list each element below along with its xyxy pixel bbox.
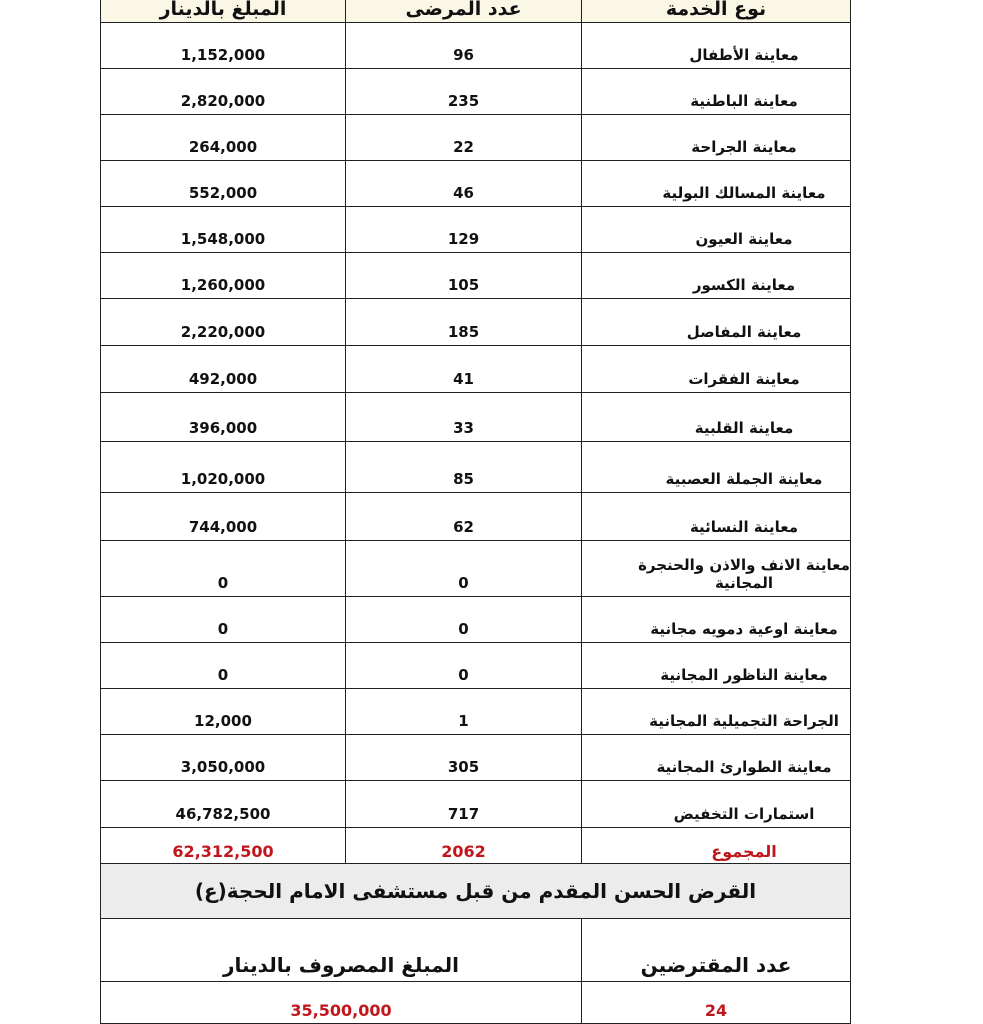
- amount-cell: 1,548,000: [101, 207, 346, 253]
- patients-cell: 235: [346, 69, 582, 115]
- table-header-row: [101, 0, 851, 23]
- patients-cell: 305: [346, 735, 582, 781]
- amount-cell: 2,220,000: [101, 299, 346, 346]
- loan-title: القرض الحسن المقدم من قبل مستشفى الامام الحجة(ع): [101, 863, 851, 918]
- service-cell: [582, 442, 851, 493]
- service-name: معاينة الكسور: [692, 276, 796, 294]
- service-name: معاينة الفقرات: [688, 370, 800, 388]
- patients-cell: 85: [346, 442, 582, 493]
- service-name: معاينة الناظور المجانية: [660, 666, 828, 684]
- table-row: [101, 207, 851, 253]
- amount-cell: 552,000: [101, 161, 346, 207]
- patients-cell: 22: [346, 115, 582, 161]
- amount-cell: 492,000: [101, 346, 346, 393]
- service-cell: [582, 207, 851, 253]
- patients-cell: 62: [346, 493, 582, 541]
- table-row: [101, 735, 851, 781]
- service-cell: [582, 393, 851, 442]
- loan-title-row: [101, 863, 851, 918]
- table-row: [101, 299, 851, 346]
- service-name: معاينة الانف والاذن والحنجرة المجانية: [638, 556, 850, 592]
- table-row: [101, 69, 851, 115]
- patients-cell: 129: [346, 207, 582, 253]
- table-row: [101, 541, 851, 597]
- patients-cell: 0: [346, 643, 582, 689]
- table-row: [101, 493, 851, 541]
- amount-cell: 1,260,000: [101, 253, 346, 299]
- patients-cell: 0: [346, 541, 582, 597]
- table-row: [101, 393, 851, 442]
- patients-column-header: عدد المرضى: [346, 0, 582, 23]
- patients-cell: 1: [346, 689, 582, 735]
- service-name: معاينة المفاصل: [686, 323, 802, 341]
- service-cell: [582, 115, 851, 161]
- service-cell: [582, 23, 851, 69]
- service-cell: [582, 161, 851, 207]
- amount-cell: 744,000: [101, 493, 346, 541]
- service-cell: [582, 346, 851, 393]
- service-name: استمارات التخفيض: [673, 805, 815, 823]
- table-row: [101, 115, 851, 161]
- service-name: معاينة المسالك البولية: [662, 184, 826, 202]
- amount-cell: 0: [101, 541, 346, 597]
- amount-cell: 1,020,000: [101, 442, 346, 493]
- loan-header-row: [101, 918, 851, 981]
- amount-cell: 1,152,000: [101, 23, 346, 69]
- table-row: [101, 23, 851, 69]
- service-cell: [582, 253, 851, 299]
- service-name: معاينة الجراحة: [691, 138, 797, 156]
- service-cell: [582, 643, 851, 689]
- amount-cell: 12,000: [101, 689, 346, 735]
- services-table: [100, 0, 851, 864]
- loan-value-row: [101, 981, 851, 1023]
- table-row: [101, 161, 851, 207]
- patients-cell: 185: [346, 299, 582, 346]
- service-cell: [582, 69, 851, 115]
- service-cell: [582, 689, 851, 735]
- table-row: [101, 689, 851, 735]
- service-cell: [582, 541, 851, 597]
- patients-cell: 33: [346, 393, 582, 442]
- table-row: [101, 253, 851, 299]
- patients-cell: 46: [346, 161, 582, 207]
- service-name: معاينة النسائية: [689, 518, 799, 536]
- amount-column-header: المبلغ بالدينار: [101, 0, 346, 23]
- loan-amount-header: المبلغ المصروف بالدينار: [101, 918, 582, 981]
- service-cell: [582, 781, 851, 828]
- service-name: معاينة الطوارئ المجانية: [656, 758, 832, 776]
- service-name: معاينة اوعية دمويه مجانية: [650, 620, 838, 638]
- table-row: [101, 442, 851, 493]
- total-amount: 62,312,500: [101, 828, 346, 864]
- amount-cell: 0: [101, 597, 346, 643]
- service-cell: [582, 299, 851, 346]
- loan-table: [100, 863, 851, 1024]
- patients-cell: 0: [346, 597, 582, 643]
- services-rows: [101, 23, 851, 828]
- service-cell: [582, 597, 851, 643]
- patients-cell: 41: [346, 346, 582, 393]
- service-name: الجراحة التجميلية المجانية: [649, 712, 839, 730]
- loan-count-value: 24: [582, 981, 851, 1023]
- table-row: [101, 781, 851, 828]
- loan-amount-value: 35,500,000: [101, 981, 582, 1023]
- service-name: معاينة الجملة العصبية: [665, 470, 823, 488]
- amount-cell: 46,782,500: [101, 781, 346, 828]
- patients-cell: 717: [346, 781, 582, 828]
- table-row: [101, 346, 851, 393]
- total-row: [101, 828, 851, 864]
- amount-cell: 396,000: [101, 393, 346, 442]
- patients-cell: 105: [346, 253, 582, 299]
- amount-cell: 2,820,000: [101, 69, 346, 115]
- total-label: [582, 828, 851, 864]
- service-name: معاينة الباطنية: [690, 92, 798, 110]
- service-name: معاينة العيون: [695, 230, 793, 248]
- patients-cell: 96: [346, 23, 582, 69]
- service-name: معاينة القلبية: [694, 419, 794, 437]
- report-sheet: [100, 0, 850, 1024]
- table-row: [101, 597, 851, 643]
- service-cell: [582, 493, 851, 541]
- amount-cell: 0: [101, 643, 346, 689]
- loan-count-header: عدد المقترضين: [582, 918, 851, 981]
- amount-cell: 264,000: [101, 115, 346, 161]
- service-cell: [582, 735, 851, 781]
- service-name: معاينة الأطفال: [689, 46, 799, 64]
- amount-cell: 3,050,000: [101, 735, 346, 781]
- table-row: [101, 643, 851, 689]
- total-label-text: المجموع: [711, 842, 777, 861]
- service-column-header: نوع الخدمة: [582, 0, 851, 23]
- total-patients: 2062: [346, 828, 582, 864]
